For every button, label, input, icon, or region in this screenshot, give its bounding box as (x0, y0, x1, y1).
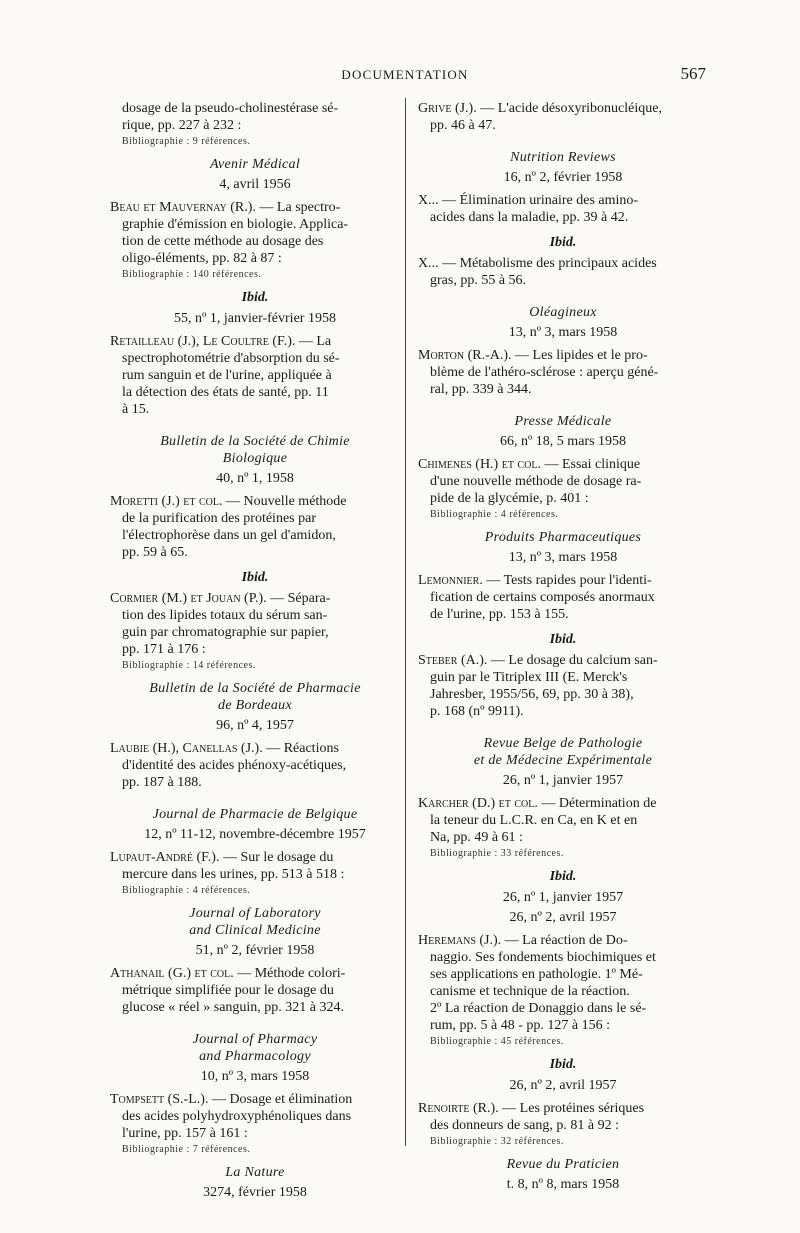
running-title: DOCUMENTATION (341, 67, 469, 82)
entry-text: — Élimination urinaire des amino- (438, 193, 639, 208)
journal-name-line: Biologique (222, 451, 288, 466)
journal-issue: 13, nº 3, mars 1958 (508, 550, 618, 565)
entry-text: — Nouvelle méthode (222, 494, 347, 509)
entry-author: Retailleau (J.), Le Coultre (F.). (110, 334, 296, 349)
entry-text: — Méthode colori- (233, 966, 346, 981)
entry-line: acides dans la maladie, pp. 39 à 42. (430, 210, 629, 225)
entry-line: de l'urine, pp. 153 à 155. (430, 607, 569, 622)
entry-line: spectrophotométrie d'absorption du sé- (122, 351, 340, 366)
entry-line: guin par le Titriplex III (E. Merck's (430, 670, 628, 685)
entry-line: naggio. Ses fondements biochimiques et (430, 950, 656, 965)
entry-line: oligo-éléments, pp. 82 à 87 : (122, 251, 282, 266)
entry-line: rum sanguin et de l'urine, appliquée à (122, 368, 332, 383)
entry-line: métrique simplifiée pour le dosage du (122, 983, 334, 998)
entry-line: graphie d'émission en biologie. Applica- (122, 217, 349, 232)
entry-line: rum, pp. 5 à 48 - pp. 127 à 156 : (430, 1018, 611, 1033)
entry-line: pp. 187 à 188. (122, 775, 202, 790)
entry (110, 1091, 400, 1142)
journal-issue: 10, nº 3, mars 1958 (200, 1069, 310, 1084)
journal-name-line: Bulletin de la Société de Pharmacie (149, 681, 361, 696)
entry-line: mercure dans les urines, pp. 513 à 518 : (122, 867, 345, 882)
ibid-heading: Ibid. (549, 869, 577, 884)
journal-name: Journal de Pharmacie de Belgique (152, 807, 358, 822)
page-header (104, 64, 706, 86)
journal-name-line: Bulletin de la Société de Chimie (160, 434, 350, 449)
entry-line: p. 168 (nº 9911). (430, 704, 524, 719)
entry-text: — Détermination de (537, 796, 657, 811)
entry-line: dosage de la pseudo-cholinestérase sé- (122, 101, 339, 116)
entry (110, 493, 400, 561)
entry (110, 965, 400, 1016)
entry-line: guin par chromatographie sur papier, (122, 625, 329, 640)
entry-text: — Métabolisme des principaux acides (438, 256, 657, 271)
ibid-heading: Ibid. (549, 1057, 577, 1072)
journal-name-line: et de Médecine Expérimentale (473, 753, 653, 768)
journal-issue: 40, nº 1, 1958 (216, 471, 294, 486)
bibliography-note: Bibliographie : 45 références. (430, 1036, 564, 1047)
entry (110, 333, 400, 418)
entry-text: — La spectro- (255, 200, 341, 215)
entry-line: glucose « réel » sanguin, pp. 321 à 324. (122, 1000, 345, 1015)
entry-line: de la purification des protéines par (122, 511, 316, 526)
entry-author: Renoirte (R.). (418, 1101, 499, 1116)
entry-author: Tompsett (S.-L.). (110, 1092, 209, 1107)
journal-name: Nutrition Reviews (510, 150, 616, 165)
ibid-heading: Ibid. (549, 235, 577, 250)
entry (418, 932, 708, 1034)
entry-text: — Les protéines sériques (498, 1101, 645, 1116)
journal-issue: t. 8, nº 8, mars 1958 (506, 1177, 620, 1192)
journal-issue: 66, nº 18, 5 mars 1958 (499, 434, 627, 449)
entry (110, 590, 400, 658)
bibliography-note: Bibliographie : 4 références. (430, 509, 559, 520)
entry-line: pp. 46 à 47. (430, 118, 496, 133)
journal-name: Revue du Praticien (506, 1157, 620, 1172)
entry-author: Lupaut-André (F.). (110, 850, 220, 865)
entry-text: — L'acide désoxyribonucléique, (476, 101, 662, 116)
entry-author: X... (418, 256, 439, 271)
journal-issue: 26, nº 2, avril 1957 (509, 1078, 617, 1093)
entry (110, 100, 400, 134)
entry-author: Chimenes (H.) et col. (418, 457, 541, 472)
entry-author: Lemonnier. (418, 573, 483, 588)
journal-issue: 12, nº 11-12, novembre-décembre 1957 (144, 827, 366, 842)
entry (418, 572, 708, 623)
entry-text: — Réactions (262, 741, 339, 756)
bibliography-note: Bibliographie : 32 références. (430, 1136, 564, 1147)
ibid-heading: Ibid. (549, 632, 577, 647)
entry (418, 255, 708, 289)
journal-name-line: Journal of Laboratory (189, 906, 321, 921)
entry-author: Steber (A.). (418, 653, 488, 668)
entry-line: l'électrophorèse dans un gel d'amidon, (122, 528, 336, 543)
left-column (110, 100, 400, 1207)
entry (418, 100, 708, 134)
entry-line: pp. 171 à 176 : (122, 642, 206, 657)
entry-line: ses applications en pathologie. 1º Mé- (430, 967, 643, 982)
journal-name: La Nature (225, 1165, 285, 1180)
entry-text: — La réaction de Do- (501, 933, 628, 948)
entry-line: l'urine, pp. 157 à 161 : (122, 1126, 248, 1141)
bibliography-note: Bibliographie : 4 références. (122, 885, 251, 896)
journal-name: Presse Médicale (514, 414, 612, 429)
column-divider (405, 98, 406, 1146)
entry-line: ral, pp. 339 à 344. (430, 382, 532, 397)
bibliography-note: Bibliographie : 7 références. (122, 1144, 251, 1155)
entry-line: fication de certains composés anormaux (430, 590, 655, 605)
journal-name-line: Journal of Pharmacy (192, 1032, 318, 1047)
entry-author: Morton (R.-A.). (418, 348, 512, 363)
journal-issue: 4, avril 1956 (219, 177, 291, 192)
entry-line: Jahresber, 1955/56, 69, pp. 30 à 38), (430, 687, 634, 702)
entry-line: pp. 59 à 65. (122, 545, 188, 560)
entry (418, 795, 708, 846)
journal-name: Oléagineux (529, 305, 597, 320)
entry-line: Na, pp. 49 à 61 : (430, 830, 523, 845)
entry-line: gras, pp. 55 à 56. (430, 273, 527, 288)
bibliography-note: Bibliographie : 9 références. (122, 136, 251, 147)
entry-line: tion de cette méthode au dosage des (122, 234, 324, 249)
entry (110, 199, 400, 267)
entry-line: à 15. (122, 402, 150, 417)
bibliography-note: Bibliographie : 14 références. (122, 660, 256, 671)
journal-issue: 16, nº 2, février 1958 (503, 170, 623, 185)
journal-issue: 26, nº 1, janvier 1957 (502, 890, 624, 905)
entry-line: d'identité des acides phénoxy-acétiques, (122, 758, 347, 773)
entry-line: la teneur du L.C.R. en Ca, en K et en (430, 813, 638, 828)
journal-name (110, 433, 400, 467)
bibliography-note: Bibliographie : 33 références. (430, 848, 564, 859)
entry-line: la détection des états de santé, pp. 11 (122, 385, 329, 400)
ibid-heading: Ibid. (241, 570, 269, 585)
entry-line: tion des lipides totaux du sérum san- (122, 608, 328, 623)
entry (418, 347, 708, 398)
entry-line: d'une nouvelle méthode de dosage ra- (430, 474, 642, 489)
journal-issue: 51, nº 2, février 1958 (195, 943, 315, 958)
entry-line: rique, pp. 227 à 232 : (122, 118, 242, 133)
entry (418, 456, 708, 507)
entry (418, 652, 708, 720)
entry-author: Beau et Mauvernay (R.). (110, 200, 256, 215)
journal-name-line: de Bordeaux (218, 698, 292, 713)
journal-name-line: Revue Belge de Pathologie (483, 736, 643, 751)
entry-author: Karcher (D.) et col. (418, 796, 538, 811)
entry-text: — Les lipides et le pro- (511, 348, 648, 363)
entry-line: des donneurs de sang, p. 81 à 92 : (430, 1118, 619, 1133)
entry-author: Grive (J.). (418, 101, 477, 116)
journal-issue: 3274, février 1958 (203, 1185, 307, 1200)
journal-issue: 26, nº 2, avril 1957 (509, 910, 617, 925)
entry-line: blème de l'athéro-sclérose : aperçu géné- (430, 365, 659, 380)
ibid-heading: Ibid. (241, 290, 269, 305)
page-number: 567 (680, 64, 706, 83)
journal-name (110, 1031, 400, 1065)
entry (418, 1100, 708, 1134)
entry-text: — La (295, 334, 332, 349)
entry-author: X... (418, 193, 439, 208)
entry-author: Moretti (J.) et col. (110, 494, 223, 509)
journal-issue: 26, nº 1, janvier 1957 (502, 773, 624, 788)
entry-line: pide de la glycémie, p. 401 : (430, 491, 589, 506)
entry-text: — Le dosage du calcium san- (487, 653, 658, 668)
journal-name (418, 735, 708, 769)
entry (110, 849, 400, 883)
entry (110, 740, 400, 791)
entry-line: 2º La réaction de Donaggio dans le sé- (430, 1001, 647, 1016)
entry-author: Laubie (H.), Canellas (J.). (110, 741, 263, 756)
journal-name: Produits Pharmaceutiques (484, 530, 642, 545)
entry-line: canisme et technique de la réaction. (430, 984, 630, 999)
entry-text: — Tests rapides pour l'identi- (482, 573, 652, 588)
entry-author: Athanail (G.) et col. (110, 966, 234, 981)
journal-name-line: and Pharmacology (199, 1049, 311, 1064)
entry-text: — Essai clinique (540, 457, 641, 472)
journal-name-line: and Clinical Medicine (189, 923, 321, 938)
journal-name: Avenir Médical (209, 157, 301, 172)
entry-author: Cormier (M.) et Jouan (P.). (110, 591, 267, 606)
right-column (418, 100, 708, 1199)
entry-text: — Sépara- (266, 591, 331, 606)
journal-name (110, 680, 400, 714)
entry (418, 192, 708, 226)
bibliography-note: Bibliographie : 140 références. (122, 269, 262, 280)
entry-text: — Sur le dosage du (219, 850, 334, 865)
entry-line: des acides polyhydroxyphénoliques dans (122, 1109, 352, 1124)
journal-name (110, 905, 400, 939)
journal-issue: 96, nº 4, 1957 (216, 718, 294, 733)
entry-text: — Dosage et élimination (208, 1092, 353, 1107)
journal-issue: 13, nº 3, mars 1958 (508, 325, 618, 340)
journal-issue: 55, nº 1, janvier-février 1958 (174, 311, 336, 326)
entry-author: Heremans (J.). (418, 933, 502, 948)
